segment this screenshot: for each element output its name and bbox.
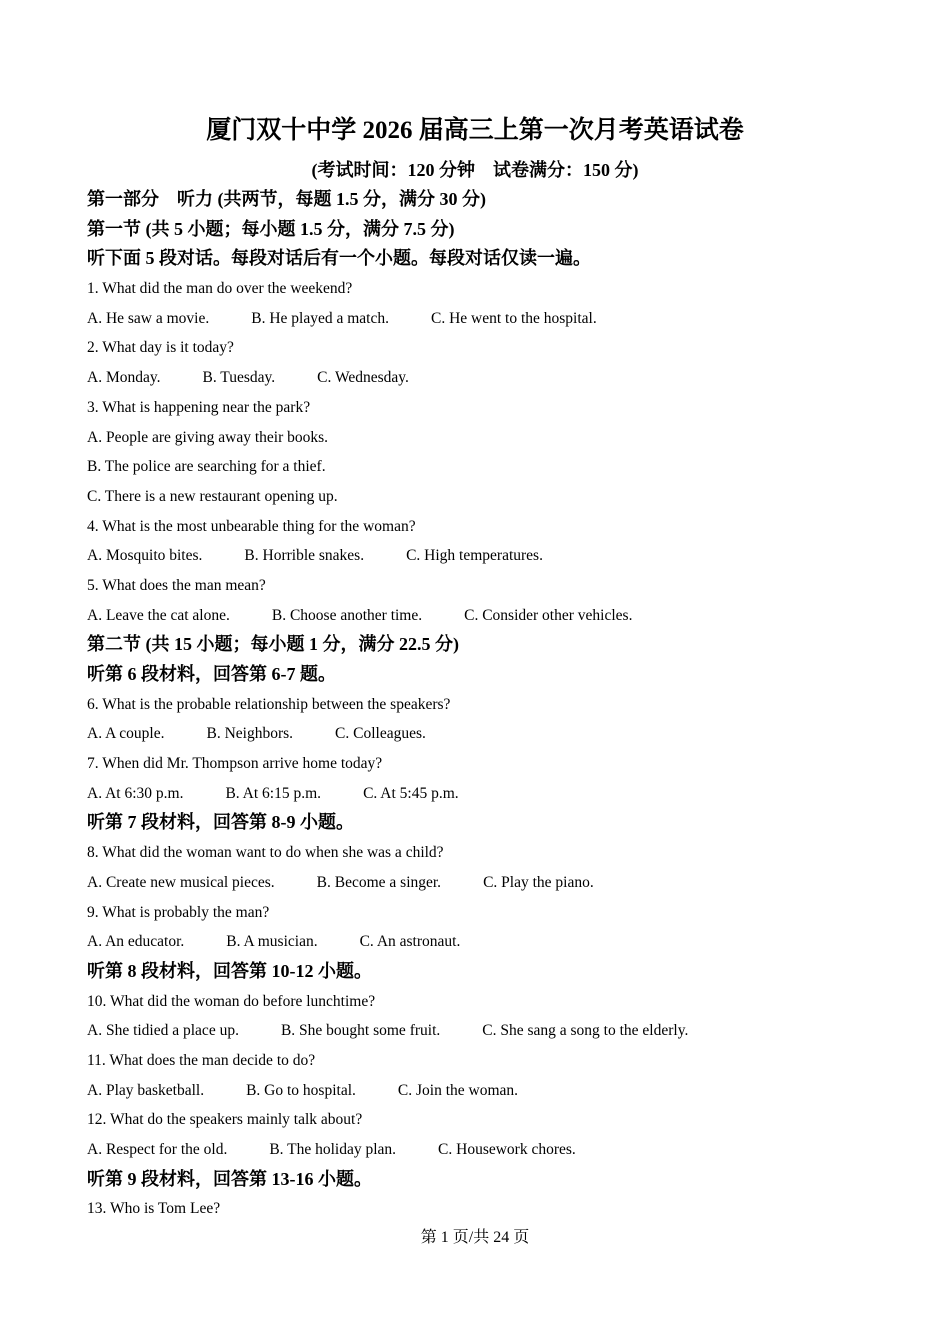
question: 12. What do the speakers mainly talk about? [87,1111,363,1129]
question: 6. What is the probable relationship between the speakers? [87,695,451,713]
answer-option: A. Mosquito bites. [87,547,203,565]
answer-option: B. Become a singer. [316,873,442,891]
answer-option: B. The police are searching for a thief. [87,458,326,476]
question: 4. What is the most unbearable thing for the woman? [87,517,416,535]
answer-option: B. He played a match. [251,309,389,327]
answer-option: C. Play the piano. [483,873,594,891]
answer-option: C. Consider other vehicles. [464,606,633,624]
section-heading: 听第 6 段材料，回答第 6-7 题。 [87,664,336,684]
answer-options [87,927,887,957]
question: 1. What did the man do over the weekend? [87,280,353,298]
section-heading: 第一节 (共 5 小题；每小题 1.5 分，满分 7.5 分) [87,218,455,239]
answer-option: C. An astronaut. [359,933,461,951]
answer-option: B. Go to hospital. [246,1081,356,1099]
answer-option: B. Tuesday. [202,369,276,387]
question: 8. What did the woman want to do when she was a child? [87,844,444,862]
page-number: 第 1 页/共 24 页 [420,1229,530,1246]
answer-options [87,868,887,898]
answer-option: A. A couple. [87,725,165,743]
answer-option: A. Respect for the old. [87,1141,228,1158]
question: 13. Who is Tom Lee? [87,1200,221,1218]
answer-options [87,541,887,571]
question: 11. What does the man decide to do? [87,1051,316,1069]
answer-option: A. He saw a movie. [87,309,210,327]
document-title: 厦门双十中学 2026 届高三上第一次月考英语试卷 [206,117,744,144]
answer-option: B. The holiday plan. [269,1141,397,1158]
answer-option: B. Neighbors. [206,725,294,743]
answer-options [87,779,887,809]
answer-option: C. She sang a song to the elderly. [482,1022,689,1040]
answer-option: A. Monday. [87,369,161,387]
answer-option: C. Colleagues. [335,725,426,743]
answer-options [87,601,887,631]
answer-option: C. At 5:45 p.m. [363,784,459,802]
answer-option: A. People are giving away their books. [87,428,329,446]
answer-option: A. Play basketball. [87,1081,205,1099]
answer-option: B. Horrible snakes. [244,547,365,565]
answer-option: C. Housework chores. [438,1141,576,1158]
answer-options [87,423,887,453]
answer-options [87,1076,887,1106]
answer-options [87,304,887,334]
section-heading: 听下面 5 段对话。每段对话后有一个小题。每段对话仅读一遍。 [87,248,591,269]
answer-option: B. Choose another time. [271,606,423,624]
section-heading: 第一部分 听力 (共两节，每题 1.5 分，满分 30 分) [87,189,486,209]
question: 2. What day is it today? [87,339,234,357]
answer-option: C. Join the woman. [397,1081,519,1099]
answer-option: A. At 6:30 p.m. [87,784,184,802]
answer-option: A. Create new musical pieces. [87,873,275,891]
section-heading: 第二节 (共 15 小题；每小题 1 分，满分 22.5 分) [87,634,459,655]
answer-option: C. There is a new restaurant opening up. [87,487,338,505]
answer-option: C. High temperatures. [406,547,543,565]
question: 9. What is probably the man? [87,903,270,921]
question: 3. What is happening near the park? [87,398,311,416]
section-heading: 听第 7 段材料，回答第 8-9 小题。 [87,812,354,833]
section-heading: 听第 9 段材料，回答第 13-16 小题。 [87,1168,372,1189]
answer-option: A. An educator. [87,933,185,951]
answer-options [87,452,887,482]
answer-option: B. A musician. [226,933,318,951]
answer-option: B. She bought some fruit. [280,1022,441,1040]
question: 5. What does the man mean? [87,576,266,594]
section-heading: 听第 8 段材料，回答第 10-12 小题。 [87,960,372,981]
question: 10. What did the woman do before lunchtime? [87,992,376,1010]
answer-option: C. Wednesday. [317,369,409,387]
answer-option: C. He went to the hospital. [430,309,597,327]
document-body [87,185,887,1224]
question: 7. When did Mr. Thompson arrive home today? [87,755,383,773]
answer-option: B. At 6:15 p.m. [225,784,322,802]
answer-options [87,482,887,512]
answer-options [87,363,887,393]
answer-options [87,719,887,749]
exam-info: (考试时间：120 分钟 试卷满分：150 分) [311,160,639,180]
answer-option: A. She tidied a place up. [87,1022,239,1040]
answer-option: A. Leave the cat alone. [87,606,230,624]
answer-options [87,1016,887,1046]
answer-options [87,1135,887,1165]
